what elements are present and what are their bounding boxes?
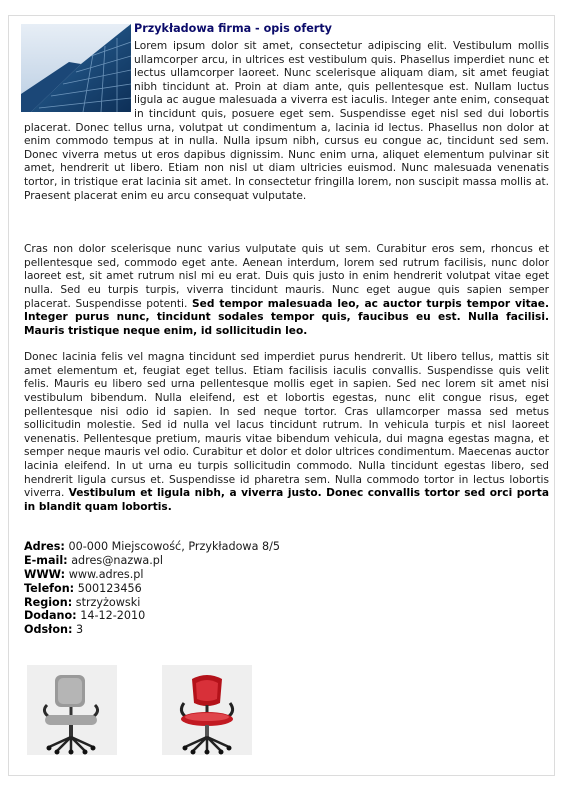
views-value: 3 bbox=[76, 623, 84, 637]
phone-label: Telefon: bbox=[24, 581, 75, 595]
offer-card bbox=[8, 15, 555, 776]
office-building-icon[interactable] bbox=[21, 24, 131, 112]
email-value[interactable]: adres@nazwa.pl bbox=[71, 554, 164, 568]
grey-office-chair-icon[interactable] bbox=[27, 665, 117, 755]
grey-office-chair-image bbox=[27, 665, 117, 755]
region-value: strzyżowski bbox=[75, 595, 141, 609]
paragraph-3-bold: Vestibulum et ligula nibh, a viverra justo. Donec convallis tortor sed orci porta in blandit quam lobortis. bbox=[24, 487, 549, 513]
address-label: Adres: bbox=[24, 540, 65, 554]
office-building-image bbox=[21, 24, 131, 112]
region-row bbox=[24, 596, 549, 610]
offer-title: Przykładowa firma - opis oferty bbox=[134, 22, 332, 35]
added-row bbox=[24, 609, 549, 623]
address-row bbox=[24, 540, 549, 554]
paragraph-3-text: Donec lacinia felis vel magna tincidunt sed imperdiet purus hendrerit. Ut libero tellus, mattis sit amet elementum et, feugiat eget tellus. Etiam facilisis iaculis convallis. Suspendisse quis velit felis. Mauris eu libero sed urna pellentesque mollis eget in sapien. Sed nec lorem sit amet nisi vestibulum bibendum. Nulla eleifend, est et lobortis egestas, nunc elit congue risus, eget pellentesque nisi odio id sapien. In sed neque tortor. Cras ullamcorper massa sed metus sollicitudin molestie. Sed id nulla vel lacus tincidunt rutrum. In vehicula turpis et nisl laoreet venenatis. Pellentesque pretium, mauris vitae bibendum vehicula, dui magna egestas magna, et semper neque mauris vel odio. Curabitur et dolor et dolor ultrices condimentum. Maecenas auctor lacinia eleifend. In ut urna eu turpis sollicitudin commodo. Nulla tincidunt egestas libero, sed hendrerit ligula cursus et. Suspendisse id pharetra sem. Nulla commodo tortor in lectus lobortis viverra. bbox=[24, 351, 549, 500]
photo-gallery bbox=[27, 665, 267, 755]
added-value: 14-12-2010 bbox=[80, 609, 146, 623]
views-row bbox=[24, 623, 549, 637]
views-label: Odsłon: bbox=[24, 623, 73, 637]
paragraph-2-bold: Sed tempor malesuada leo, ac auctor turpis tempor vitae. Integer purus nunc, tincidunt sodales tempor quis, faucibus eu est. Nulla facilisi. Mauris tristique neque enim, id sollicitudin leo. bbox=[24, 297, 549, 337]
www-label: WWW: bbox=[24, 568, 66, 581]
offer-content bbox=[24, 22, 549, 637]
offer-paragraph-3 bbox=[24, 351, 549, 514]
address-value: 00-000 Miejscowość, Przykładowa 8/5 bbox=[68, 540, 280, 554]
region-label: Region: bbox=[24, 595, 73, 609]
contact-info bbox=[24, 540, 549, 637]
red-office-chair-icon[interactable] bbox=[162, 665, 252, 755]
added-label: Dodano: bbox=[24, 609, 77, 623]
offer-paragraph-2 bbox=[24, 243, 549, 338]
offer-paragraph-1: Lorem ipsum dolor sit amet, consectetur adipiscing elit. Vestibulum mollis ullamcorper arcu, in ultrices est vestibulum quis. Phasellus imperdiet nunc et lectus ullamcorper laoreet. Nunc scelerisque aliquam diam, sit amet feugiat nibh tincidunt at. Proin at diam ante, quis pellentesque est. Nullam luctus ligula ac augue malesuada a viverra est iaculis. Integer ante enim, consequat in tincidunt quis, posuere eget sem. Suspendisse eget nisl sed dui lobortis placerat. Donec tellus urna, volutpat ut condimentum a, lacinia id lectus. Phasellus non dolor at enim commodo tempus at in nulla. Nulla ipsum nibh, cursus eu congue ac, tincidunt sed sem. Donec viverra metus ut eros dapibus dignissim. Nunc enim urna, aliquet elementum pulvinar sit amet, hendrerit ut libero. Etiam non nisl ut diam ultricies euismod. Nunc malesuada venenatis tortor, in tristique erat lacinia sit amet. In consectetur fringilla lorem, non suscipit massa mollis at. Praesent placerat enim eu arcu consequat vulputate. bbox=[24, 40, 549, 202]
phone-value: 500123456 bbox=[77, 581, 142, 595]
red-office-chair-image bbox=[162, 665, 252, 755]
phone-row bbox=[24, 582, 549, 596]
www-row bbox=[24, 568, 549, 582]
email-label: E-mail: bbox=[24, 554, 68, 568]
email-row bbox=[24, 554, 549, 568]
paragraph-2-text: Cras non dolor scelerisque nunc varius vulputate quis ut sem. Curabitur eros sem, rhoncus et pellentesque sed, commodo eget ante. Aenean interdum, lorem sed rutrum facilisis, nunc dolor laoreet est, sit amet rutrum nisl mi eu erat. Duis quis justo in enim hendrerit volutpat vitae eget nulla. Sed eu turpis turpis, viverra tincidunt mauris. Nunc eget augue quis sapien semper placerat. Suspendisse potenti. bbox=[24, 243, 549, 310]
www-value[interactable]: www.adres.pl bbox=[68, 568, 144, 581]
